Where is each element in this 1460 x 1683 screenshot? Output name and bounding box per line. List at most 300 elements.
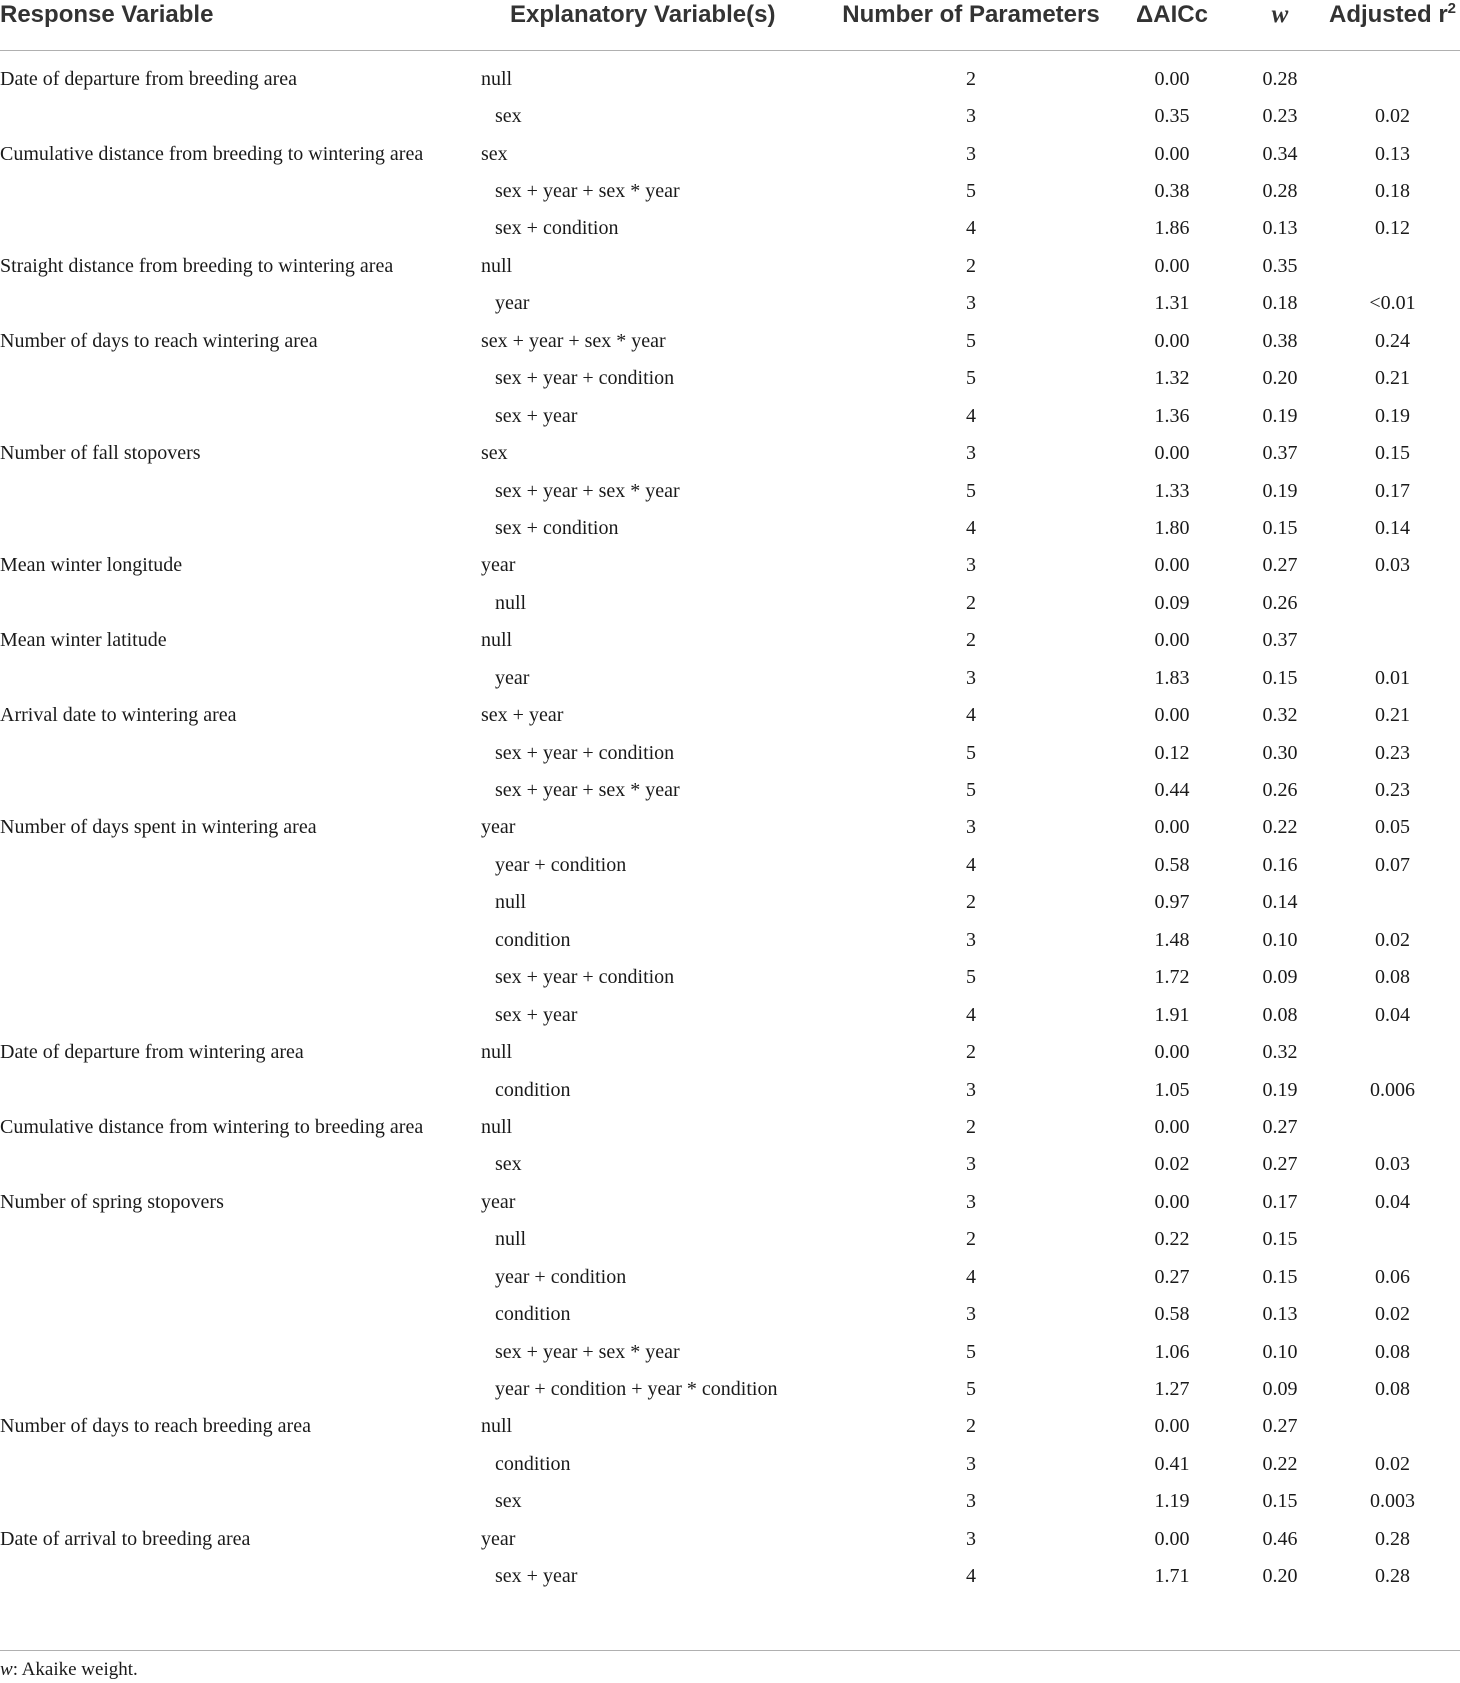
cell-number-of-parameters: 3 [966,928,976,951]
cell-akaike-weight: 0.35 [1262,254,1298,277]
cell-akaike-weight: 0.32 [1262,704,1298,727]
table-row [0,172,1460,209]
cell-delta-aicc: 0.00 [1154,554,1190,577]
table-row [0,584,1460,621]
header-w-symbol: w [1271,1,1289,28]
cell-explanatory-variables: sex [495,1153,522,1176]
header-adjusted-r2-superscript: 2 [1447,0,1457,17]
cell-response-variable: Number of spring stopovers [0,1190,224,1213]
table-row [0,884,1460,921]
cell-akaike-weight: 0.38 [1262,329,1298,352]
cell-delta-aicc: 0.00 [1154,704,1190,727]
cell-akaike-weight: 0.37 [1262,442,1298,465]
cell-adjusted-r2: 0.24 [1375,329,1410,352]
footnote-symbol: w [0,1659,13,1680]
cell-akaike-weight: 0.26 [1262,779,1298,802]
cell-adjusted-r2 [1325,247,1460,284]
table-row [0,771,1460,808]
cell-response-variable [0,1146,480,1183]
cell-number-of-parameters: 2 [966,1115,976,1138]
cell-number-of-parameters: 3 [966,142,976,165]
table-row [0,360,1460,397]
cell-akaike-weight: 0.23 [1262,105,1298,128]
cell-explanatory-variables: year [481,816,516,839]
table-row [0,247,1460,284]
cell-adjusted-r2: 0.01 [1375,666,1410,689]
cell-response-variable [0,921,480,958]
table-row [0,397,1460,434]
cell-delta-aicc: 0.97 [1154,891,1190,914]
cell-response-variable: Date of arrival to breeding area [0,1527,251,1550]
cell-explanatory-variables: sex [495,1490,522,1513]
cell-delta-aicc: 0.00 [1154,1041,1190,1064]
cell-adjusted-r2 [1325,1408,1460,1445]
table-row [0,472,1460,509]
cell-adjusted-r2 [1325,584,1460,621]
cell-delta-aicc: 0.00 [1154,816,1190,839]
cell-adjusted-r2: 0.07 [1375,853,1410,876]
cell-response-variable [0,1483,480,1520]
cell-response-variable [0,1258,480,1295]
cell-response-variable [0,360,480,397]
cell-delta-aicc: 1.71 [1154,1565,1190,1588]
cell-delta-aicc: 0.00 [1154,442,1190,465]
cell-akaike-weight: 0.46 [1262,1527,1298,1550]
table-row [0,1370,1460,1407]
header-response-variable: Response Variable [0,0,480,51]
cell-delta-aicc: 0.09 [1154,591,1190,614]
cell-response-variable [0,1558,480,1595]
table-row [0,1108,1460,1145]
cell-number-of-parameters: 5 [966,367,976,390]
cell-number-of-parameters: 3 [966,292,976,315]
table-row [0,846,1460,883]
cell-number-of-parameters: 3 [966,1452,976,1475]
table-row [0,97,1460,134]
cell-explanatory-variables: sex + year + condition [495,367,675,390]
cell-explanatory-variables: sex + year + sex * year [495,779,680,802]
cell-number-of-parameters: 3 [966,1527,976,1550]
table-row [0,959,1460,996]
cell-delta-aicc: 0.00 [1154,254,1190,277]
cell-akaike-weight: 0.13 [1262,1303,1298,1326]
cell-response-variable: Mean winter latitude [0,629,167,652]
cell-number-of-parameters: 3 [966,1078,976,1101]
cell-explanatory-variables: sex + year [481,704,564,727]
cell-adjusted-r2: 0.18 [1375,180,1410,203]
cell-akaike-weight: 0.08 [1262,1003,1298,1026]
cell-explanatory-variables: condition [495,1452,571,1475]
cell-adjusted-r2: 0.03 [1375,554,1410,577]
cell-number-of-parameters: 4 [966,1265,976,1288]
cell-number-of-parameters: 3 [966,1153,976,1176]
cell-response-variable [0,659,480,696]
cell-response-variable: Date of departure from wintering area [0,1041,304,1064]
table-row [0,1258,1460,1295]
cell-explanatory-variables: sex + condition [495,516,619,539]
cell-akaike-weight: 0.20 [1262,1565,1298,1588]
cell-response-variable: Arrival date to wintering area [0,704,237,727]
cell-akaike-weight: 0.27 [1262,1415,1298,1438]
cell-number-of-parameters: 5 [966,1340,976,1363]
table-row [0,921,1460,958]
cell-akaike-weight: 0.37 [1262,629,1298,652]
cell-explanatory-variables: null [481,629,513,652]
table-row [0,547,1460,584]
cell-adjusted-r2: 0.21 [1375,704,1410,727]
cell-akaike-weight: 0.30 [1262,741,1298,764]
cell-delta-aicc: 0.22 [1154,1228,1190,1251]
cell-akaike-weight: 0.20 [1262,367,1298,390]
cell-response-variable [0,771,480,808]
cell-number-of-parameters: 5 [966,180,976,203]
cell-akaike-weight: 0.34 [1262,142,1298,165]
cell-number-of-parameters: 4 [966,1565,976,1588]
cell-delta-aicc: 1.48 [1154,928,1190,951]
cell-response-variable [0,1333,480,1370]
cell-explanatory-variables: null [481,1415,513,1438]
header-delta-aicc: ΔAICc [1109,0,1235,51]
cell-adjusted-r2: 0.05 [1375,816,1410,839]
cell-response-variable: Number of days to reach breeding area [0,1415,311,1438]
cell-adjusted-r2: 0.02 [1375,1452,1410,1475]
cell-akaike-weight: 0.27 [1262,1115,1298,1138]
cell-response-variable [0,472,480,509]
cell-explanatory-variables: sex + year [495,1003,578,1026]
cell-explanatory-variables: sex [495,105,522,128]
cell-explanatory-variables: sex + year + condition [495,741,675,764]
table-row [0,1183,1460,1220]
cell-explanatory-variables: condition [495,1303,571,1326]
cell-delta-aicc: 1.19 [1154,1490,1190,1513]
cell-number-of-parameters: 4 [966,1003,976,1026]
cell-akaike-weight: 0.13 [1262,217,1298,240]
cell-response-variable [0,172,480,209]
cell-akaike-weight: 0.17 [1262,1190,1298,1213]
cell-delta-aicc: 0.00 [1154,1415,1190,1438]
cell-adjusted-r2: 0.28 [1375,1527,1410,1550]
cell-number-of-parameters: 4 [966,404,976,427]
cell-response-variable [0,1370,480,1407]
cell-number-of-parameters: 2 [966,591,976,614]
cell-delta-aicc: 0.00 [1154,1115,1190,1138]
cell-delta-aicc: 0.00 [1154,329,1190,352]
cell-delta-aicc: 0.58 [1154,853,1190,876]
cell-explanatory-variables: null [481,1115,513,1138]
cell-delta-aicc: 0.12 [1154,741,1190,764]
cell-response-variable [0,1295,480,1332]
cell-number-of-parameters: 3 [966,1190,976,1213]
cell-delta-aicc: 1.83 [1154,666,1190,689]
cell-number-of-parameters: 3 [966,1303,976,1326]
cell-adjusted-r2: 0.08 [1375,1378,1410,1401]
cell-number-of-parameters: 2 [966,629,976,652]
cell-delta-aicc: 1.80 [1154,516,1190,539]
cell-adjusted-r2: 0.003 [1370,1490,1415,1513]
cell-number-of-parameters: 5 [966,779,976,802]
cell-explanatory-variables: year [495,666,530,689]
cell-delta-aicc: 1.36 [1154,404,1190,427]
cell-explanatory-variables: null [481,254,513,277]
table-row [0,622,1460,659]
cell-number-of-parameters: 2 [966,254,976,277]
cell-adjusted-r2: 0.28 [1375,1565,1410,1588]
cell-number-of-parameters: 2 [966,67,976,90]
cell-adjusted-r2: 0.02 [1375,1303,1410,1326]
cell-delta-aicc: 0.27 [1154,1265,1190,1288]
table-row [0,659,1460,696]
cell-number-of-parameters: 5 [966,966,976,989]
cell-number-of-parameters: 2 [966,1228,976,1251]
cell-delta-aicc: 1.91 [1154,1003,1190,1026]
table-row [0,135,1460,172]
cell-explanatory-variables: year + condition [495,853,627,876]
cell-adjusted-r2: 0.03 [1375,1153,1410,1176]
cell-explanatory-variables: year + condition [495,1265,627,1288]
table-row [0,1483,1460,1520]
header-row [0,0,1460,51]
cell-number-of-parameters: 3 [966,1490,976,1513]
cell-delta-aicc: 1.72 [1154,966,1190,989]
cell-delta-aicc: 1.33 [1154,479,1190,502]
cell-explanatory-variables: sex + year + sex * year [495,479,680,502]
cell-akaike-weight: 0.15 [1262,1490,1298,1513]
cell-delta-aicc: 0.00 [1154,142,1190,165]
cell-response-variable [0,285,480,322]
cell-explanatory-variables: year + condition + year * condition [495,1378,778,1401]
table-row [0,1445,1460,1482]
cell-explanatory-variables: sex + year [495,404,578,427]
cell-delta-aicc: 0.00 [1154,1190,1190,1213]
table-row [0,996,1460,1033]
cell-akaike-weight: 0.10 [1262,928,1298,951]
cell-explanatory-variables: null [481,1041,513,1064]
cell-response-variable: Straight distance from breeding to wintering area [0,254,394,277]
table-body [0,51,1460,1595]
cell-response-variable: Mean winter longitude [0,554,183,577]
table-row [0,509,1460,546]
cell-explanatory-variables: null [495,1228,527,1251]
cell-explanatory-variables: year [481,1527,516,1550]
cell-adjusted-r2: 0.08 [1375,1340,1410,1363]
table-row [0,1333,1460,1370]
cell-adjusted-r2: 0.17 [1375,479,1410,502]
cell-response-variable [0,1445,480,1482]
cell-explanatory-variables: condition [495,1078,571,1101]
cell-adjusted-r2 [1325,622,1460,659]
cell-delta-aicc: 0.41 [1154,1452,1190,1475]
cell-number-of-parameters: 4 [966,853,976,876]
cell-adjusted-r2: 0.23 [1375,779,1410,802]
header-explanatory-variables: Explanatory Variable(s) [480,0,833,51]
cell-explanatory-variables: sex + year + condition [495,966,675,989]
cell-adjusted-r2: 0.12 [1375,217,1410,240]
cell-akaike-weight: 0.27 [1262,554,1298,577]
table-bottom-rule [0,1650,1460,1651]
cell-adjusted-r2 [1325,884,1460,921]
cell-number-of-parameters: 2 [966,1415,976,1438]
cell-delta-aicc: 0.58 [1154,1303,1190,1326]
table-row [0,1146,1460,1183]
cell-adjusted-r2: 0.04 [1375,1003,1410,1026]
cell-adjusted-r2 [1325,51,1460,98]
table-row [0,734,1460,771]
cell-delta-aicc: 1.05 [1154,1078,1190,1101]
cell-akaike-weight: 0.15 [1262,1265,1298,1288]
cell-explanatory-variables: sex + condition [495,217,619,240]
table-row [0,1033,1460,1070]
cell-delta-aicc: 1.06 [1154,1340,1190,1363]
cell-number-of-parameters: 5 [966,741,976,764]
table-row [0,1295,1460,1332]
cell-number-of-parameters: 3 [966,666,976,689]
cell-adjusted-r2: 0.15 [1375,442,1410,465]
table-row [0,809,1460,846]
table-header [0,0,1460,51]
cell-akaike-weight: 0.15 [1262,666,1298,689]
cell-response-variable [0,846,480,883]
cell-delta-aicc: 0.02 [1154,1153,1190,1176]
cell-explanatory-variables: sex [481,142,508,165]
cell-number-of-parameters: 3 [966,554,976,577]
table-footnote [0,1659,138,1681]
cell-adjusted-r2 [1325,1033,1460,1070]
cell-akaike-weight: 0.09 [1262,966,1298,989]
cell-response-variable: Cumulative distance from wintering to breeding area [0,1115,424,1138]
cell-adjusted-r2: 0.02 [1375,928,1410,951]
cell-delta-aicc: 0.00 [1154,629,1190,652]
cell-adjusted-r2: <0.01 [1369,292,1416,315]
cell-adjusted-r2: 0.06 [1375,1265,1410,1288]
cell-response-variable [0,397,480,434]
header-number-of-parameters: Number of Parameters [833,0,1109,51]
cell-adjusted-r2: 0.08 [1375,966,1410,989]
table-row [0,1520,1460,1557]
cell-response-variable [0,959,480,996]
cell-akaike-weight: 0.27 [1262,1153,1298,1176]
cell-akaike-weight: 0.18 [1262,292,1298,315]
table-row [0,696,1460,733]
cell-explanatory-variables: sex [481,442,508,465]
cell-adjusted-r2: 0.02 [1375,105,1410,128]
cell-adjusted-r2: 0.006 [1370,1078,1415,1101]
cell-delta-aicc: 1.86 [1154,217,1190,240]
cell-response-variable [0,509,480,546]
cell-adjusted-r2: 0.04 [1375,1190,1410,1213]
cell-explanatory-variables: condition [495,928,571,951]
cell-adjusted-r2: 0.21 [1375,367,1410,390]
cell-adjusted-r2: 0.14 [1375,516,1410,539]
cell-akaike-weight: 0.15 [1262,516,1298,539]
cell-delta-aicc: 1.32 [1154,367,1190,390]
cell-akaike-weight: 0.22 [1262,1452,1298,1475]
cell-akaike-weight: 0.26 [1262,591,1298,614]
table-row [0,434,1460,471]
table-row [0,1071,1460,1108]
cell-delta-aicc: 0.00 [1154,1527,1190,1550]
cell-response-variable [0,996,480,1033]
cell-explanatory-variables: sex + year + sex * year [481,329,666,352]
cell-response-variable: Number of fall stopovers [0,442,201,465]
cell-number-of-parameters: 4 [966,217,976,240]
cell-akaike-weight: 0.14 [1262,891,1298,914]
cell-number-of-parameters: 3 [966,816,976,839]
cell-explanatory-variables: null [495,891,527,914]
cell-response-variable [0,1071,480,1108]
cell-adjusted-r2: 0.23 [1375,741,1410,764]
cell-number-of-parameters: 5 [966,329,976,352]
cell-explanatory-variables: sex + year + sex * year [495,1340,680,1363]
cell-akaike-weight: 0.28 [1262,180,1298,203]
cell-delta-aicc: 1.31 [1154,292,1190,315]
cell-explanatory-variables: sex + year + sex * year [495,180,680,203]
table-row [0,1221,1460,1258]
cell-number-of-parameters: 5 [966,479,976,502]
cell-delta-aicc: 0.44 [1154,779,1190,802]
cell-number-of-parameters: 4 [966,516,976,539]
cell-response-variable: Number of days to reach wintering area [0,329,318,352]
cell-number-of-parameters: 5 [966,1378,976,1401]
cell-explanatory-variables: year [481,1190,516,1213]
cell-delta-aicc: 0.00 [1154,67,1190,90]
cell-response-variable: Cumulative distance from breeding to wintering area [0,142,424,165]
cell-explanatory-variables: year [495,292,530,315]
cell-akaike-weight: 0.28 [1262,67,1298,90]
cell-akaike-weight: 0.19 [1262,404,1298,427]
cell-akaike-weight: 0.19 [1262,479,1298,502]
cell-akaike-weight: 0.09 [1262,1378,1298,1401]
cell-response-variable [0,584,480,621]
cell-response-variable [0,210,480,247]
cell-number-of-parameters: 2 [966,1041,976,1064]
header-adjusted-r2 [1325,0,1460,51]
cell-adjusted-r2: 0.13 [1375,142,1410,165]
table-row [0,285,1460,322]
table-row [0,210,1460,247]
cell-akaike-weight: 0.10 [1262,1340,1298,1363]
table-row [0,1408,1460,1445]
cell-akaike-weight: 0.15 [1262,1228,1298,1251]
table-row [0,51,1460,98]
cell-number-of-parameters: 3 [966,105,976,128]
cell-explanatory-variables: sex + year [495,1565,578,1588]
cell-delta-aicc: 0.38 [1154,180,1190,203]
cell-number-of-parameters: 2 [966,891,976,914]
table-row [0,322,1460,359]
cell-akaike-weight: 0.16 [1262,853,1298,876]
cell-response-variable [0,97,480,134]
cell-number-of-parameters: 3 [966,442,976,465]
cell-akaike-weight: 0.22 [1262,816,1298,839]
cell-akaike-weight: 0.19 [1262,1078,1298,1101]
cell-response-variable: Number of days spent in wintering area [0,816,317,839]
header-akaike-weight [1235,0,1325,51]
footnote-text: : Akaike weight. [12,1659,138,1680]
cell-explanatory-variables: null [495,591,527,614]
cell-response-variable [0,1221,480,1258]
cell-akaike-weight: 0.32 [1262,1041,1298,1064]
cell-adjusted-r2 [1325,1221,1460,1258]
cell-explanatory-variables: null [481,67,513,90]
cell-response-variable [0,884,480,921]
cell-explanatory-variables: year [481,554,516,577]
header-adjusted-r2-base: Adjusted r [1328,1,1448,28]
table-row [0,1558,1460,1595]
cell-adjusted-r2: 0.19 [1375,404,1410,427]
cell-response-variable [0,734,480,771]
cell-delta-aicc: 0.35 [1154,105,1190,128]
cell-response-variable: Date of departure from breeding area [0,67,298,90]
